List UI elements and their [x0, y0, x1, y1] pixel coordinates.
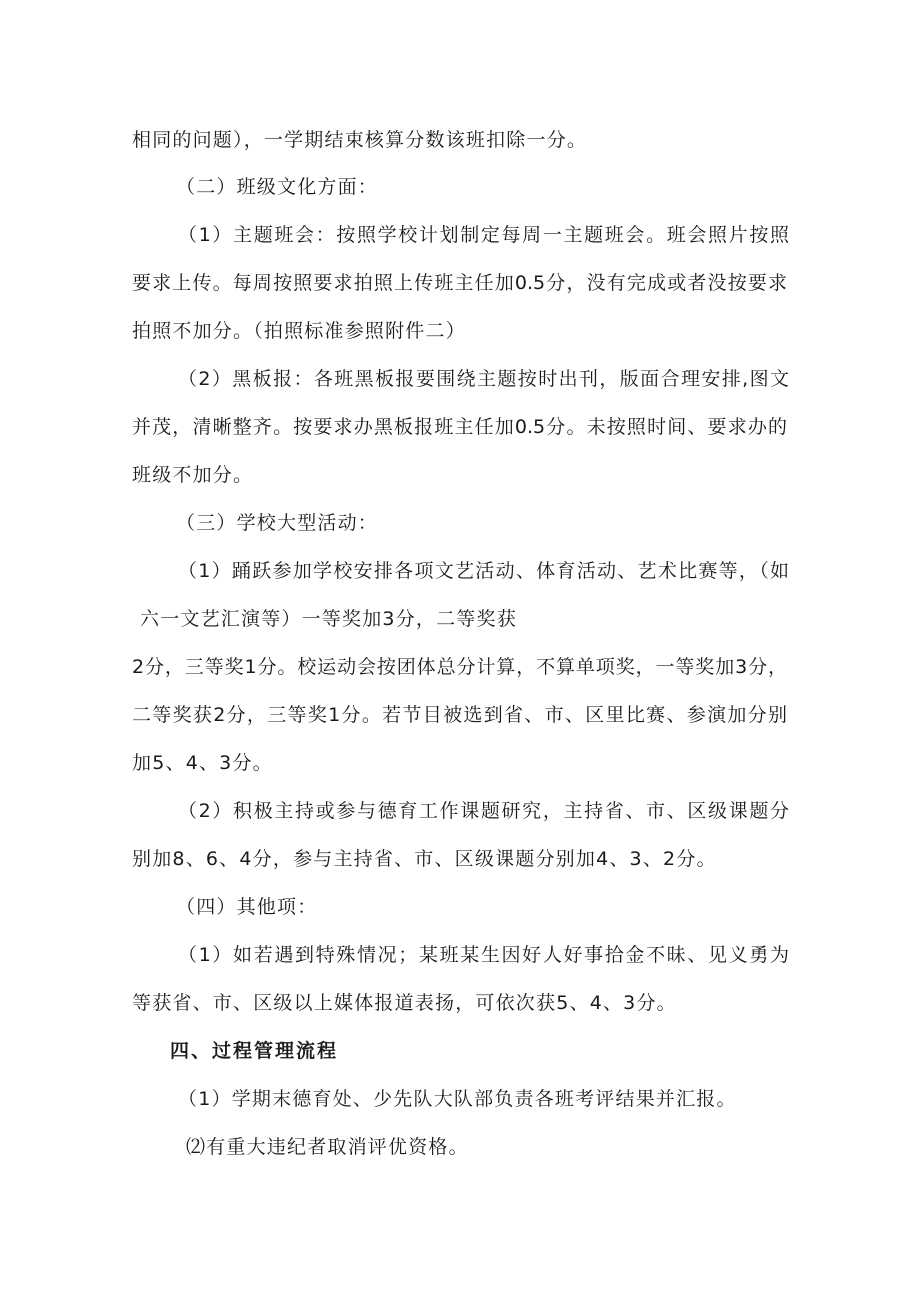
paragraph-line: 要求上传。每周按照要求拍照上传班主任加0.5分，没有完成或者没按要求 [132, 272, 787, 294]
paragraph-line: （2）积极主持或参与德育工作课题研究，主持省、市、区级课题分 [178, 800, 789, 822]
paragraph-line: 六一文艺汇演等）一等奖加3分，二等奖获 [140, 608, 517, 630]
paragraph-line: 别加8、6、4分，参与主持省、市、区级课题分别加4、3、2分。 [132, 848, 717, 870]
paragraph-line: 并茂，清晰整齐。按要求办黑板报班主任加0.5分。未按照时间、要求办的 [132, 416, 787, 438]
section-heading-class-culture: （二）班级文化方面： [176, 176, 379, 198]
paragraph-line: 二等奖获2分，三等奖1分。若节目被选到省、市、区里比赛、参演加分别 [132, 704, 787, 726]
paragraph-line: 等获省、市、区级以上媒体报道表扬，可依次获5、4、3分。 [132, 992, 677, 1014]
paragraph-line: （2）黑板报：各班黑板报要围绕主题按时出刊，版面合理安排,图文 [178, 368, 789, 390]
paragraph-line: （1）如若遇到特殊情况；某班某生因好人好事拾金不昧、见义勇为 [178, 944, 789, 966]
paragraph-line: 2分，三等奖1分。校运动会按团体总分计算，不算单项奖，一等奖加3分， [132, 656, 787, 678]
section-heading-process-management: 四、过程管理流程 [170, 1040, 339, 1062]
paragraph-line: （1）学期末德育处、少先队大队部负责各班考评结果并汇报。 [178, 1088, 737, 1110]
paragraph-line: （1）踊跃参加学校安排各项文艺活动、体育活动、艺术比赛等，（如 [178, 560, 789, 582]
paragraph-line: 相同的问题），一学期结束核算分数该班扣除一分。 [132, 129, 588, 151]
section-heading-school-activities: （三）学校大型活动： [176, 512, 379, 534]
paragraph-line: 拍照不加分。（拍照标准参照附件二） [132, 320, 466, 342]
section-heading-others: （四）其他项： [176, 896, 318, 918]
paragraph-line: 加5、4、3分。 [132, 752, 273, 774]
paragraph-line: （1）主题班会：按照学校计划制定每周一主题班会。班会照片按照 [178, 224, 789, 246]
paragraph-line: 班级不加分。 [132, 464, 254, 486]
paragraph-line: ⑵有重大违纪者取消评优资格。 [186, 1136, 469, 1158]
